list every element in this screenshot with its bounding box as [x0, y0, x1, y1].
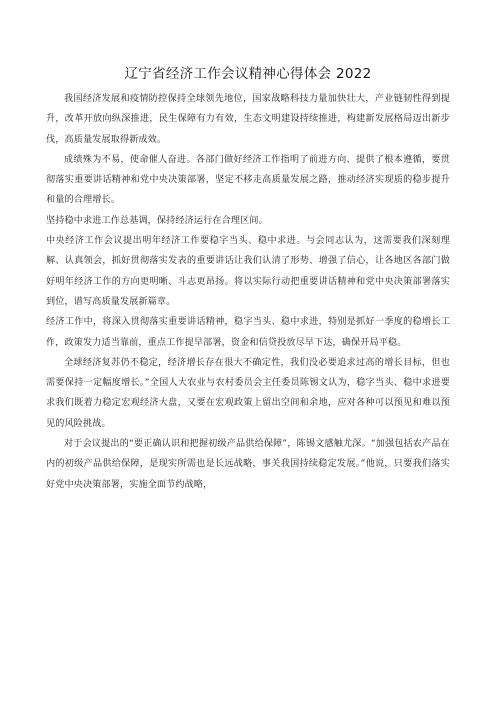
- paragraph-6: 全球经济复苏仍不稳定，经济增长存在很大不确定性，我们没必要追求过高的增长目标，但也需要保持一定幅度增长。”全国人大农业与农村委员会主任委员陈锡文认为，稳字当头、稳中求进要求我们既着力稳定宏观经济大盘，又要在宏观政策上留出空间和余地，应对各种可以预见和难以预见的风险挑战。: [46, 357, 450, 429]
- paragraph-7: 对于会议提出的“要正确认识和把握初级产品供给保障”，陈锡文感触尤深。“加强包括农产品在内的初级产品供给保障，是现实所需也是长远战略，事关我国持续稳定发展。”他说，只要我们落实好党中央决策部署，实施全面节约战略，: [46, 439, 450, 490]
- document-body: [46, 89, 450, 495]
- paragraph-5: 经济工作中，将深入贯彻落实重要讲话精神，稳字当头、稳中求进，特别是抓好一季度的稳增长工作，政策发力适当靠前，重点工作提早部署，资金和信贷投放尽早下达，确保开局平稳。: [46, 317, 450, 348]
- paragraph-3: 坚持稳中求进工作总基调，保持经济运行在合理区间。: [46, 215, 268, 226]
- paragraph-2: 成绩殊为不易，使命催人奋进。各部门做好经济工作指明了前进方向、提供了根本遵循，要贯彻落实重要讲话精神和党中央决策部署，坚定不移走高质量发展之路，推动经济实现质的稳步提升和量的合理增长。: [46, 154, 450, 206]
- document-title: 辽宁省经济工作会议精神心得体会 2022: [124, 66, 372, 82]
- paragraph-1: 我国经济发展和疫情防控保持全球领先地位，国家战略科技力量加快壮大，产业链韧性得到提升，改革开放向纵深推进，民生保障有力有效，生态文明建设持续推进，构建新发展格局迈出新步伐，高质量发展取得新成效。: [46, 94, 450, 145]
- paragraph-4: 中央经济工作会议提出明年经济工作要稳字当头、稳中求进。与会同志认为，这需要我们深刻理解、认真领会，抓好贯彻落实发表的重要讲话让我们认清了形势、增强了信心，让各地区各部门做好明年经济工作的方向更明晰、斗志更昂扬。将以实际行动把重要讲话精神和党中央决策部署落实到位，谱写高质量发展新篇章。: [46, 236, 450, 307]
